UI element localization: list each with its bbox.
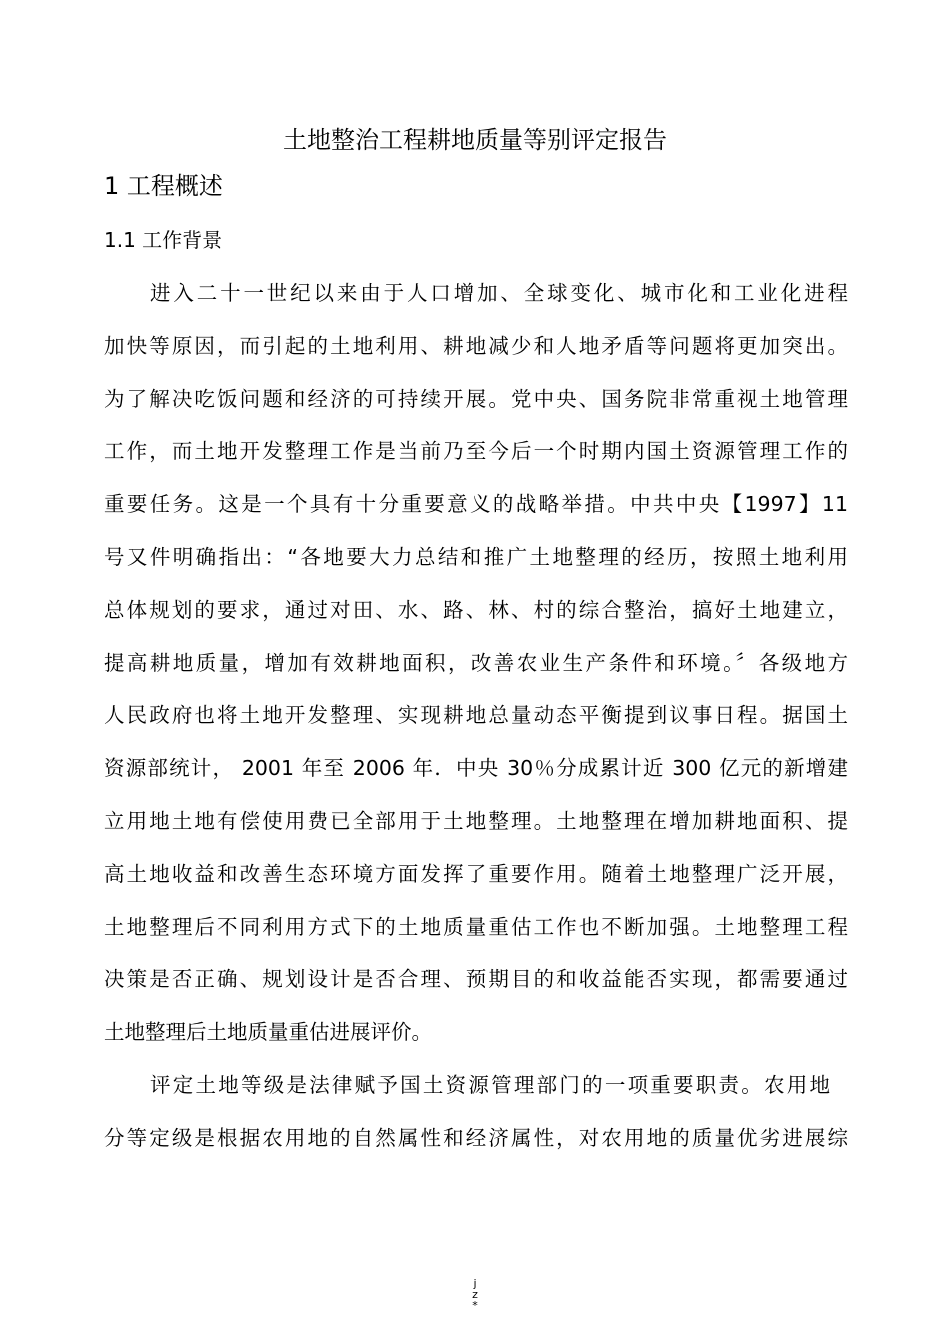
paragraph-line: 重要任务。这是一个具有十分重要意义的战略举措。中共中央【1997】11 <box>104 492 848 516</box>
paragraph-line: 工作，而土地开发整理工作是当前乃至今后一个时期内国土资源管理工作的 <box>104 439 848 463</box>
paragraph-line: 人民政府也将土地开发整理、实现耕地总量动态平衡提到议事日程。据国土 <box>104 703 848 727</box>
paragraph-line: 提高耕地质量，增加有效耕地面积，改善农业生产条件和环境。〞各级地方 <box>104 651 848 675</box>
footer-mark: j <box>473 1277 477 1290</box>
paragraph-line: 为了解决吃饭问题和经济的可持续开展。党中央、国务院非常重视土地管理 <box>104 387 848 411</box>
paragraph-line: 土地整理后不同利用方式下的土地质量重估工作也不断加强。土地整理工程 <box>104 915 848 939</box>
paragraph-line: 高土地收益和改善生态环境方面发挥了重要作用。随着土地整理广泛开展， <box>104 862 848 886</box>
paragraph-line: 号又件明确指出：“各地要大力总结和推广土地整理的经历，按照土地利用 <box>104 545 848 569</box>
page-footer <box>0 1278 950 1311</box>
paragraph-line: 分等定级是根据农用地的自然属性和经济属性，对农用地的质量优劣进展综 <box>104 1126 848 1150</box>
paragraph-line: 决策是否正确、规划设计是否合理、预期目的和收益能否实现，都需要通过 <box>104 967 848 991</box>
paragraph-line: 加快等原因，而引起的土地利用、耕地减少和人地矛盾等问题将更加突出。 <box>104 334 848 358</box>
subsection-heading: 1.1 工作背景 <box>104 228 223 252</box>
page-title: 土地整治工程耕地质量等别评定报告 <box>283 126 667 154</box>
paragraph-line: 土地整理后土地质量重估进展评价。 <box>104 1020 432 1044</box>
paragraph-line: 立用地土地有偿使用费已全部用于土地整理。土地整理在增加耕地面积、提 <box>104 809 848 833</box>
paragraph-line: 总体规划的要求，通过对田、水、路、林、村的综合整治，搞好土地建立， <box>104 598 848 622</box>
paragraph-line: 资源部统计， 2001 年至 2006 年．中央 30％分成累计近 300 亿元的新增建 <box>104 756 848 780</box>
footer-mark: * <box>472 1299 478 1312</box>
footer-mark: z <box>472 1288 478 1301</box>
section-heading: 1 工程概述 <box>104 172 223 200</box>
paragraph-line: 评定土地等级是法律赋予国土资源管理部门的一项重要职责。农用地 <box>150 1073 830 1097</box>
paragraph-line: 进入二十一世纪以来由于人口增加、全球变化、城市化和工业化进程 <box>150 281 848 305</box>
